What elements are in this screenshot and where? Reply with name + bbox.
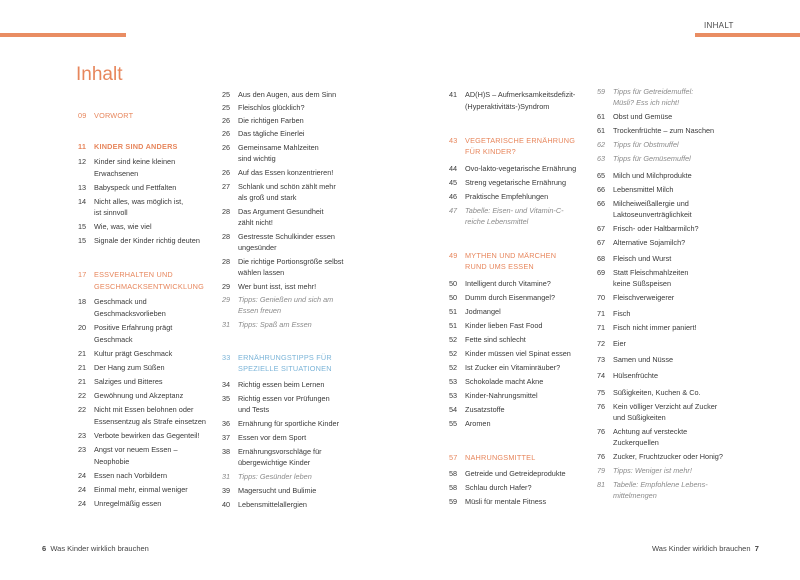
toc-page-number: 50: [449, 279, 458, 288]
toc-entry-title: Kinder sind keine kleinen: [94, 157, 176, 166]
toc-entry-title: Lebensmittel Milch: [613, 185, 674, 194]
toc-page-number: 67: [597, 224, 606, 233]
toc-page-number: 28: [222, 207, 231, 216]
toc-entry-title: ERNÄHRUNGSTIPPS FÜR: [238, 353, 332, 362]
footer-right: [652, 544, 759, 553]
toc-entry-title: und Tests: [238, 405, 270, 414]
toc-entry-title: Laktoseunverträglichkeit: [613, 210, 692, 219]
toc-page-number: 61: [597, 112, 606, 121]
toc-entry-title: Essen freuen: [238, 306, 281, 315]
toc-page-number: 43: [449, 136, 458, 145]
toc-entry-title: Zusatzstoffe: [465, 405, 505, 414]
toc-entry-title: Positive Erfahrung prägt: [94, 323, 173, 332]
toc-page-number: 70: [597, 293, 606, 302]
toc-page-number: 72: [597, 339, 606, 348]
toc-entry-title: Lebensmittelallergien: [238, 500, 307, 509]
toc-entry-title: Zuckerquellen: [613, 438, 659, 447]
toc-entry-title: Wer bunt isst, isst mehr!: [238, 282, 317, 291]
toc-page-number: 26: [222, 168, 231, 177]
toc-page-number: 59: [597, 87, 606, 96]
toc-entry-title: Richtig essen vor Prüfungen: [238, 394, 330, 403]
toc-entry-title: Jodmangel: [465, 307, 501, 316]
toc-entry-title: Fleisch und Wurst: [613, 254, 672, 263]
toc-page-number: 76: [597, 427, 606, 436]
toc-entry-title: Kein völliger Verzicht auf Zucker: [613, 402, 718, 411]
toc-entry-title: Ernährung für sportliche Kinder: [238, 419, 339, 428]
toc-page-number: 31: [222, 320, 231, 329]
toc-page-number: 47: [449, 206, 458, 215]
toc-page-number: 54: [449, 405, 458, 414]
toc-page-number: 55: [449, 419, 458, 428]
toc-page-number: 22: [78, 391, 87, 400]
toc-entry-title: Angst vor neuem Essen –: [94, 445, 178, 454]
toc-entry-title: Achtung auf versteckte: [613, 427, 688, 436]
toc-entry-title: Alternative Sojamilch?: [613, 238, 686, 247]
footer-left: [42, 544, 149, 553]
toc-page-number: 38: [222, 447, 231, 456]
toc-entry-title: Signale der Kinder richtig deuten: [94, 236, 200, 245]
toc-entry-title: Zucker, Fruchtzucker oder Honig?: [613, 452, 723, 461]
toc-page-number: 58: [449, 483, 458, 492]
toc-page-number: 81: [597, 480, 606, 489]
toc-entry-title: Ernährungsvorschläge für: [238, 447, 322, 456]
toc-page-number: 37: [222, 433, 231, 442]
toc-entry-title: (Hyperaktivitäts-)Syndrom: [465, 102, 550, 111]
toc-entry-title: Aromen: [465, 419, 491, 428]
toc-entry-title: Kinder lieben Fast Food: [465, 321, 543, 330]
toc-entry-title: Einmal mehr, einmal weniger: [94, 485, 188, 494]
toc-page-number: 40: [222, 500, 231, 509]
toc-entry-title: Tipps für Gemüsemuffel: [613, 154, 691, 163]
toc-entry-title: Fleischlos glücklich?: [238, 103, 305, 112]
toc-entry-title: und Süßigkeiten: [613, 413, 666, 422]
toc-page-number: 21: [78, 363, 87, 372]
toc-page-number: 23: [78, 431, 87, 440]
toc-entry-title: Wie, was, wie viel: [94, 222, 152, 231]
toc-entry-title: KINDER SIND ANDERS: [94, 142, 178, 151]
toc-entry-title: Tipps für Getreidemuffel:: [613, 87, 694, 96]
toc-page-number: 44: [449, 164, 458, 173]
toc-entry-title: VORWORT: [94, 111, 134, 120]
toc-page-number: 75: [597, 388, 606, 397]
toc-entry-title: Tipps für Obstmuffel: [613, 140, 679, 149]
toc-page-number: 26: [222, 143, 231, 152]
toc-entry-title: Kinder müssen viel Spinat essen: [465, 349, 571, 358]
toc-page-number: 27: [222, 182, 231, 191]
toc-entry-title: Schlank und schön zählt mehr: [238, 182, 336, 191]
toc-page-number: 45: [449, 178, 458, 187]
toc-entry-title: Unregelmäßig essen: [94, 499, 162, 508]
toc-entry-title: ESSVERHALTEN UND: [94, 270, 173, 279]
toc-page-number: 59: [449, 497, 458, 506]
toc-entry-title: Getreide und Getreideprodukte: [465, 469, 566, 478]
toc-page-number: 57: [449, 453, 458, 462]
toc-page-number: 11: [78, 142, 87, 151]
toc-entry-title: übergewichtige Kinder: [238, 458, 311, 467]
toc-entry-title: Essen nach Vorbildern: [94, 471, 168, 480]
toc-entry-title: Tabelle: Eisen- und Vitamin-C-: [465, 206, 564, 215]
toc-entry-title: Richtig essen beim Lernen: [238, 380, 325, 389]
toc-page-number: 23: [78, 445, 87, 454]
toc-page-number: 53: [449, 377, 458, 386]
toc-entry-title: Die richtigen Farben: [238, 116, 304, 125]
toc-entry-title: NAHRUNGSMITTEL: [465, 453, 536, 462]
toc-page-number: 73: [597, 355, 606, 364]
toc-entry-title: AD(H)S – Aufmerksamkeitsdefizit-: [465, 90, 576, 99]
toc-entry-title: Essensentzug als Strafe einsetzen: [94, 417, 206, 426]
toc-entry-title: Dumm durch Eisenmangel?: [465, 293, 556, 302]
toc-page-number: 28: [222, 232, 231, 241]
toc-entry-title: sind wichtig: [238, 154, 276, 163]
toc-page-number: 67: [597, 238, 606, 247]
toc-entry-title: Verbote bewirken das Gegenteil!: [94, 431, 200, 440]
toc-entry-title: Tipps: Gesünder leben: [238, 472, 312, 481]
toc-entry-title: Fette sind schlecht: [465, 335, 526, 344]
toc-entry-title: als groß und stark: [238, 193, 297, 202]
toc-page-number: 66: [597, 199, 606, 208]
toc-entry-title: RUND UMS ESSEN: [465, 262, 534, 271]
toc-page-number: 79: [597, 466, 606, 475]
toc-page-number: 50: [449, 293, 458, 302]
toc-page-number: 31: [222, 472, 231, 481]
toc-entry-title: Ovo-lakto-vegetarische Ernährung: [465, 164, 577, 173]
toc-page-number: 51: [449, 307, 458, 316]
toc-entry-title: mittelmengen: [613, 491, 657, 500]
toc-page-number: 20: [78, 323, 87, 332]
toc-page-number: 41: [449, 90, 458, 99]
toc-page-number: 25: [222, 103, 231, 112]
toc-page-number: 35: [222, 394, 231, 403]
toc-entry-title: Magersucht und Bulimie: [238, 486, 317, 495]
toc-entry-title: reiche Lebensmittel: [465, 217, 529, 226]
right-page-number: 7: [754, 544, 759, 553]
toc-page-number: 69: [597, 268, 606, 277]
toc-entry-title: Milch und Milchprodukte: [613, 171, 692, 180]
left-page-number: 6: [42, 544, 47, 553]
toc-page-number: 15: [78, 236, 87, 245]
toc-page-number: 68: [597, 254, 606, 263]
toc-entry-title: ist sinnvoll: [94, 208, 128, 217]
toc-page-number: 76: [597, 402, 606, 411]
toc-page-number: 33: [222, 353, 231, 362]
toc-entry-title: Der Hang zum Süßen: [94, 363, 165, 372]
toc-entry-title: Gestresste Schulkinder essen: [238, 232, 335, 241]
toc-page-number: 22: [78, 405, 87, 414]
toc-entry-title: Das tägliche Einerlei: [238, 129, 305, 138]
toc-page-number: 29: [222, 282, 231, 291]
toc-entry-title: Tipps: Genießen und sich am: [238, 295, 334, 304]
toc-entry-title: Tabelle: Empfohlene Lebens-: [613, 480, 708, 489]
toc-page-number: 52: [449, 349, 458, 358]
toc-page-number: 24: [78, 485, 87, 494]
toc-entry-title: Essen vor dem Sport: [238, 433, 307, 442]
toc-entry-title: Nicht alles, was möglich ist,: [94, 197, 184, 206]
toc-entry-title: Kultur prägt Geschmack: [94, 349, 173, 358]
toc-page-number: 12: [78, 157, 87, 166]
right-footer-text: Was Kinder wirklich brauchen: [652, 544, 751, 553]
toc-entry-title: Samen und Nüsse: [613, 355, 674, 364]
toc-entry-title: Tipps: Weniger ist mehr!: [613, 466, 692, 475]
toc-entry-title: Statt Fleischmahlzeiten: [613, 268, 689, 277]
toc-page-number: 18: [78, 297, 87, 306]
toc-page-number: 46: [449, 192, 458, 201]
toc-page-number: 14: [78, 197, 87, 206]
toc-entry-title: Fleischverweigerer: [613, 293, 675, 302]
toc-page-number: 49: [449, 251, 458, 260]
toc-page-number: 13: [78, 183, 87, 192]
toc-page-number: 63: [597, 154, 606, 163]
page-title: Inhalt: [76, 64, 123, 85]
toc-page-number: 51: [449, 321, 458, 330]
toc-entry-title: wählen lassen: [238, 268, 285, 277]
toc-entry-title: GESCHMACKSENTWICKLUNG: [94, 282, 205, 291]
toc-page-number: 26: [222, 129, 231, 138]
toc-entry-title: Süßigkeiten, Kuchen & Co.: [613, 388, 701, 397]
toc-entry-title: Müsli für mentale Fitness: [465, 497, 547, 506]
toc-page-number: 39: [222, 486, 231, 495]
toc-entry-title: Schokolade macht Akne: [465, 377, 544, 386]
toc-entry-title: Geschmacksvorlieben: [94, 309, 166, 318]
left-footer-text: Was Kinder wirklich brauchen: [50, 544, 149, 553]
toc-entry-title: ungesünder: [238, 243, 277, 252]
toc-entry-title: Praktische Empfehlungen: [465, 192, 549, 201]
toc-entry-title: Aus den Augen, aus dem Sinn: [238, 90, 337, 99]
toc-page-number: 34: [222, 380, 231, 389]
toc-page-number: 25: [222, 90, 231, 99]
toc-entry-title: Das Argument Gesundheit: [238, 207, 324, 216]
toc-page-number: 52: [449, 335, 458, 344]
toc-page-number: 53: [449, 391, 458, 400]
toc-entry-title: VEGETARISCHE ERNÄHRUNG: [465, 136, 576, 145]
toc-page-number: 21: [78, 349, 87, 358]
toc-page-number: 26: [222, 116, 231, 125]
toc-page-number: 58: [449, 469, 458, 478]
toc-entry-title: Neophobie: [94, 457, 130, 466]
toc-page-number: 52: [449, 363, 458, 372]
toc-page-number: 29: [222, 295, 231, 304]
toc-page-number: 15: [78, 222, 87, 231]
toc-entry-title: Geschmack: [94, 335, 133, 344]
toc-page-number: 74: [597, 371, 606, 380]
toc-entry-title: Salziges und Bitteres: [94, 377, 163, 386]
toc-entry-title: Auf das Essen konzentrieren!: [238, 168, 334, 177]
toc-page-number: 65: [597, 171, 606, 180]
toc-entry-title: MYTHEN UND MÄRCHEN: [465, 251, 557, 260]
toc-entry-title: Hülsenfrüchte: [613, 371, 659, 380]
toc-entry-title: Obst und Gemüse: [613, 112, 673, 121]
toc-entry-title: Babyspeck und Fettfalten: [94, 183, 177, 192]
toc-entry-title: Die richtige Portionsgröße selbst: [238, 257, 344, 266]
toc-page-number: 76: [597, 452, 606, 461]
toc-page-number: 71: [597, 323, 606, 332]
toc-entry-title: FÜR KINDER?: [465, 147, 516, 156]
toc-page-number: 62: [597, 140, 606, 149]
toc-entry-title: Geschmack und: [94, 297, 147, 306]
toc-page-number: 17: [78, 270, 87, 279]
toc-entry-title: Schlau durch Hafer?: [465, 483, 532, 492]
toc-entry-title: keine Süßspeisen: [613, 279, 672, 288]
toc-entry-title: Tipps: Spaß am Essen: [238, 320, 312, 329]
toc-page-number: 36: [222, 419, 231, 428]
toc-entry-title: Gemeinsame Mahlzeiten: [238, 143, 319, 152]
toc-entry-title: Erwachsenen: [94, 169, 139, 178]
toc-entry-title: Nicht mit Essen belohnen oder: [94, 405, 194, 414]
toc-page-number: 66: [597, 185, 606, 194]
toc-entry-title: zählt nicht!: [238, 218, 273, 227]
toc-entry-title: Fisch: [613, 309, 631, 318]
toc-page-number: 24: [78, 499, 87, 508]
toc-entry-title: SPEZIELLE SITUATIONEN: [238, 364, 332, 373]
toc-page-number: 09: [78, 111, 87, 120]
toc-entry-title: Eier: [613, 339, 626, 348]
running-header: INHALT: [704, 21, 734, 30]
left-accent-bar: [0, 33, 126, 37]
toc-page-number: 71: [597, 309, 606, 318]
toc-entry-title: Fisch nicht immer paniert!: [613, 323, 697, 332]
toc-page-number: 24: [78, 471, 87, 480]
toc-page-number: 21: [78, 377, 87, 386]
toc-entry-title: Intelligent durch Vitamine?: [465, 279, 551, 288]
toc-entry-title: Müsli? Ess ich nicht!: [613, 98, 680, 107]
toc-entry-title: Frisch- oder Haltbarmilch?: [613, 224, 699, 233]
toc-entry-title: Kinder-Nahrungsmittel: [465, 391, 538, 400]
toc-entry-title: Trockenfrüchte – zum Naschen: [613, 126, 715, 135]
right-accent-bar: [695, 33, 800, 37]
toc-page-number: 28: [222, 257, 231, 266]
toc-entry-title: Streng vegetarische Ernährung: [465, 178, 567, 187]
toc-entry-title: Milcheiweißallergie und: [613, 199, 689, 208]
toc-entry-title: Ist Zucker ein Vitaminräuber?: [465, 363, 561, 372]
toc-entry-title: Gewöhnung und Akzeptanz: [94, 391, 184, 400]
toc-page-number: 61: [597, 126, 606, 135]
